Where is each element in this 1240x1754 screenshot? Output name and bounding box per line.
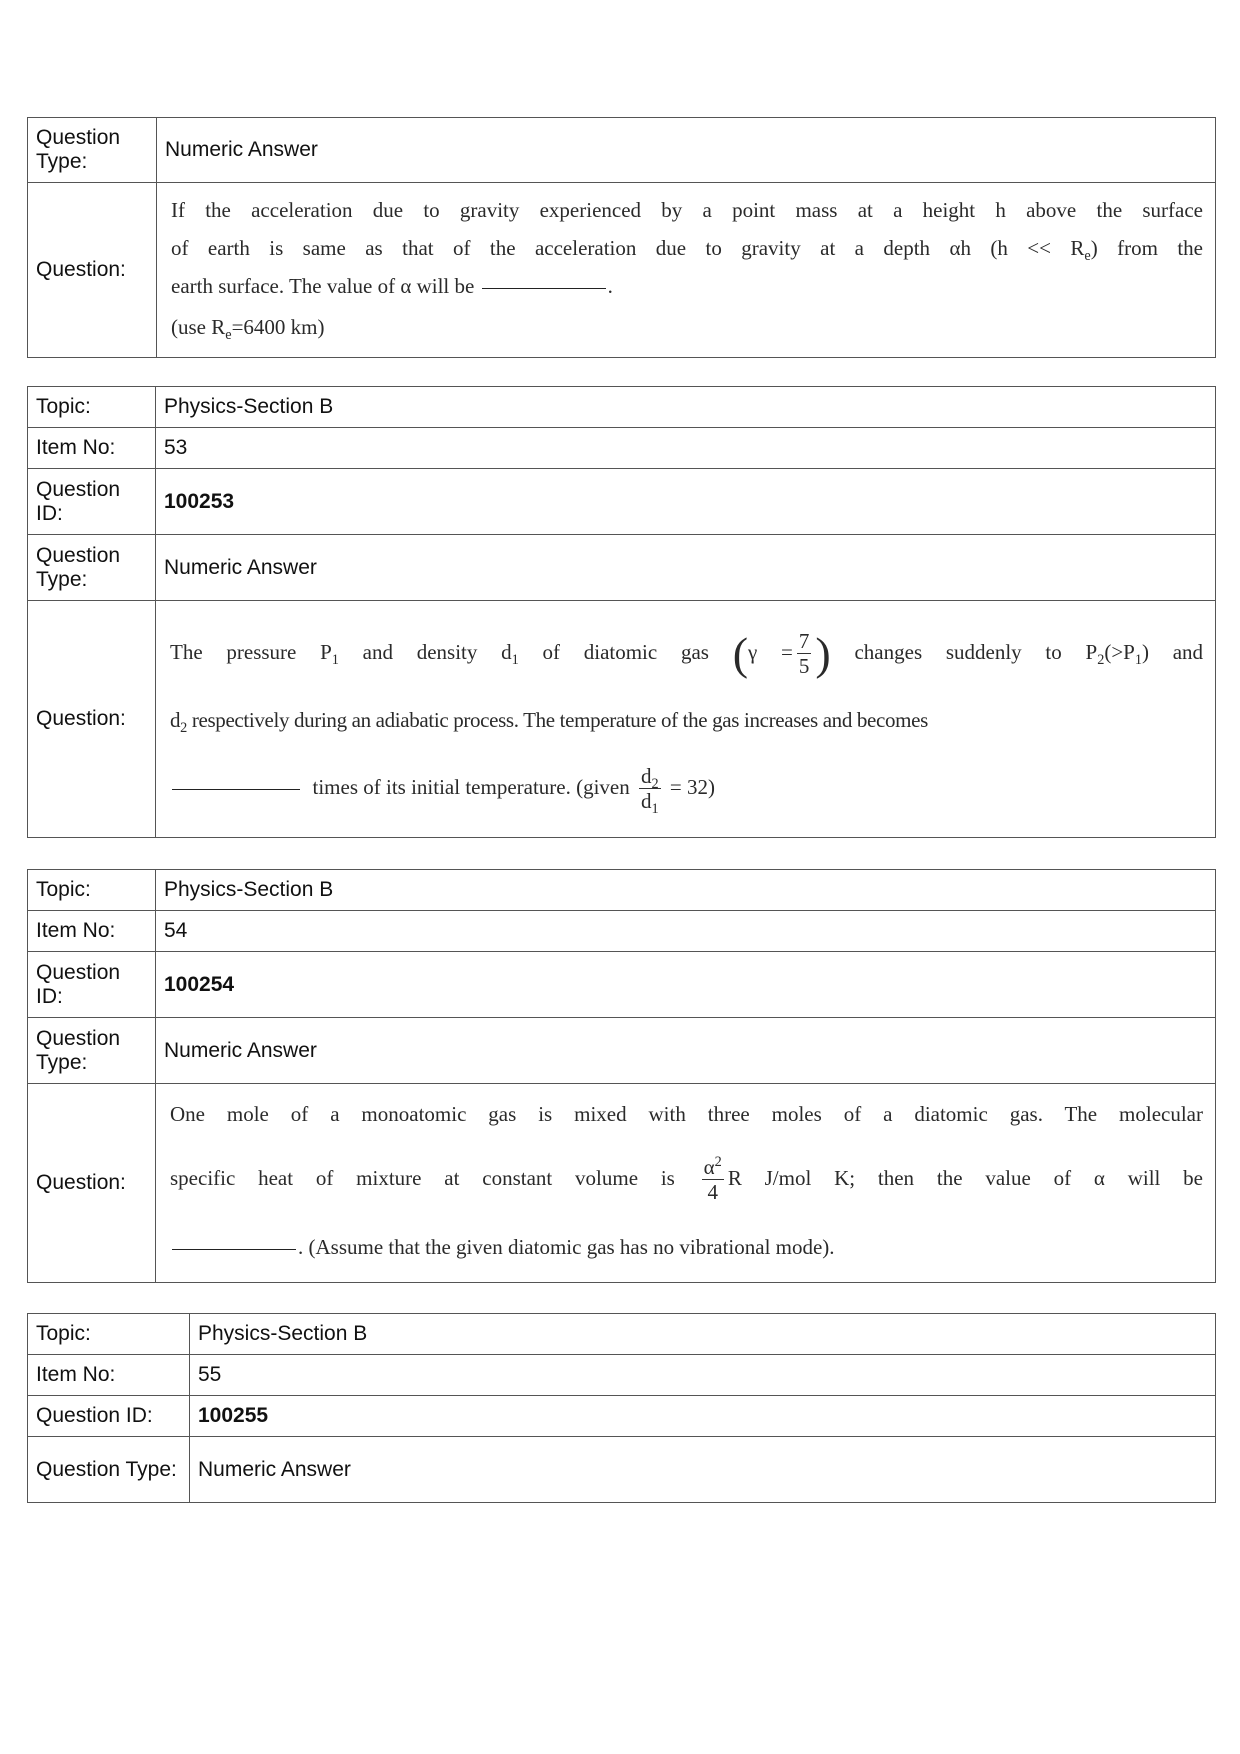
value-topic: Physics-Section B xyxy=(156,387,1216,428)
value-item-no: 54 xyxy=(156,911,1216,952)
question-table-55 xyxy=(27,1313,1216,1503)
answer-blank xyxy=(482,287,606,289)
question-text: The pressure $P_1$ and density $d_1$ of diatomic gas (γ = $\frac{7}{5}$ ) changes suddenly to $P_2(>P_1)$ and $d_2$ respectively during an adiabatic process. The temperature of the gas increases and becomes times of its initial temperature. (given $\frac{d_2}{d_1}$ = 32) xyxy=(156,601,1216,838)
ratio-fraction: $\frac{d_2}{d_1}$ xyxy=(641,764,659,818)
label-question: Question: xyxy=(28,601,156,838)
label-question-type: Question Type: xyxy=(28,1437,190,1503)
label-topic: Topic: xyxy=(28,387,156,428)
answer-blank xyxy=(172,1248,296,1250)
value-question-type: Numeric Answer xyxy=(157,118,1216,183)
row-question-type xyxy=(28,118,1216,183)
row-question-type xyxy=(28,535,1216,601)
row-question-id xyxy=(28,952,1216,1018)
row-question-type xyxy=(28,1437,1216,1503)
row-question xyxy=(28,1084,1216,1283)
label-question: Question: xyxy=(28,183,157,358)
value-question-type: Numeric Answer xyxy=(190,1437,1216,1503)
row-item-no xyxy=(28,1355,1216,1396)
value-item-no: 55 xyxy=(190,1355,1216,1396)
question-table-52 xyxy=(27,117,1216,358)
row-topic xyxy=(28,870,1216,911)
question-table-53 xyxy=(27,386,1216,838)
value-item-no: 53 xyxy=(156,428,1216,469)
question-text: One mole of a monoatomic gas is mixed with three moles of a diatomic gas. The molecular specific heat of mixture at constant volume is $\frac{\alpha^2}{4}$ R J/mol K; then the value of α will be . (Assume that the given diatomic gas has no vibrational mode). xyxy=(156,1084,1216,1283)
value-question-type: Numeric Answer xyxy=(156,1018,1216,1084)
label-question-type: Question Type: xyxy=(28,118,157,183)
row-item-no xyxy=(28,911,1216,952)
label-topic: Topic: xyxy=(28,870,156,911)
label-item-no: Item No: xyxy=(28,911,156,952)
value-question-id: 100255 xyxy=(190,1396,1216,1437)
value-question-type: Numeric Answer xyxy=(156,535,1216,601)
value-question-id: 100253 xyxy=(156,469,1216,535)
label-item-no: Item No: xyxy=(28,428,156,469)
question-table-54 xyxy=(27,869,1216,1283)
label-question-type: Question Type: xyxy=(28,535,156,601)
label-question: Question: xyxy=(28,1084,156,1283)
value-question-id: 100254 xyxy=(156,952,1216,1018)
row-question-id xyxy=(28,1396,1216,1437)
row-question-type xyxy=(28,1018,1216,1084)
gamma-fraction: $\frac{7}{5}$ xyxy=(798,629,810,679)
label-item-no: Item No: xyxy=(28,1355,190,1396)
row-question xyxy=(28,601,1216,838)
answer-blank xyxy=(172,788,300,790)
label-question-id: Question ID: xyxy=(28,469,156,535)
label-topic: Topic: xyxy=(28,1314,190,1355)
row-topic xyxy=(28,1314,1216,1355)
label-question-type: Question Type: xyxy=(28,1018,156,1084)
label-question-id: Question ID: xyxy=(28,952,156,1018)
row-item-no xyxy=(28,428,1216,469)
value-topic: Physics-Section B xyxy=(156,870,1216,911)
alpha-fraction: $\frac{\alpha^2}{4}$ xyxy=(703,1154,722,1205)
question-text: If the acceleration due to gravity experienced by a point mass at a height h above the surface of earth is same as that of the acceleration due to gravity at a depth αh $(h << R_e)$ from the earth surface. The value of α will be . (use $R_e=6400$ km) xyxy=(157,183,1216,358)
row-question xyxy=(28,183,1216,358)
label-question-id: Question ID: xyxy=(28,1396,190,1437)
row-question-id xyxy=(28,469,1216,535)
row-topic xyxy=(28,387,1216,428)
value-topic: Physics-Section B xyxy=(190,1314,1216,1355)
